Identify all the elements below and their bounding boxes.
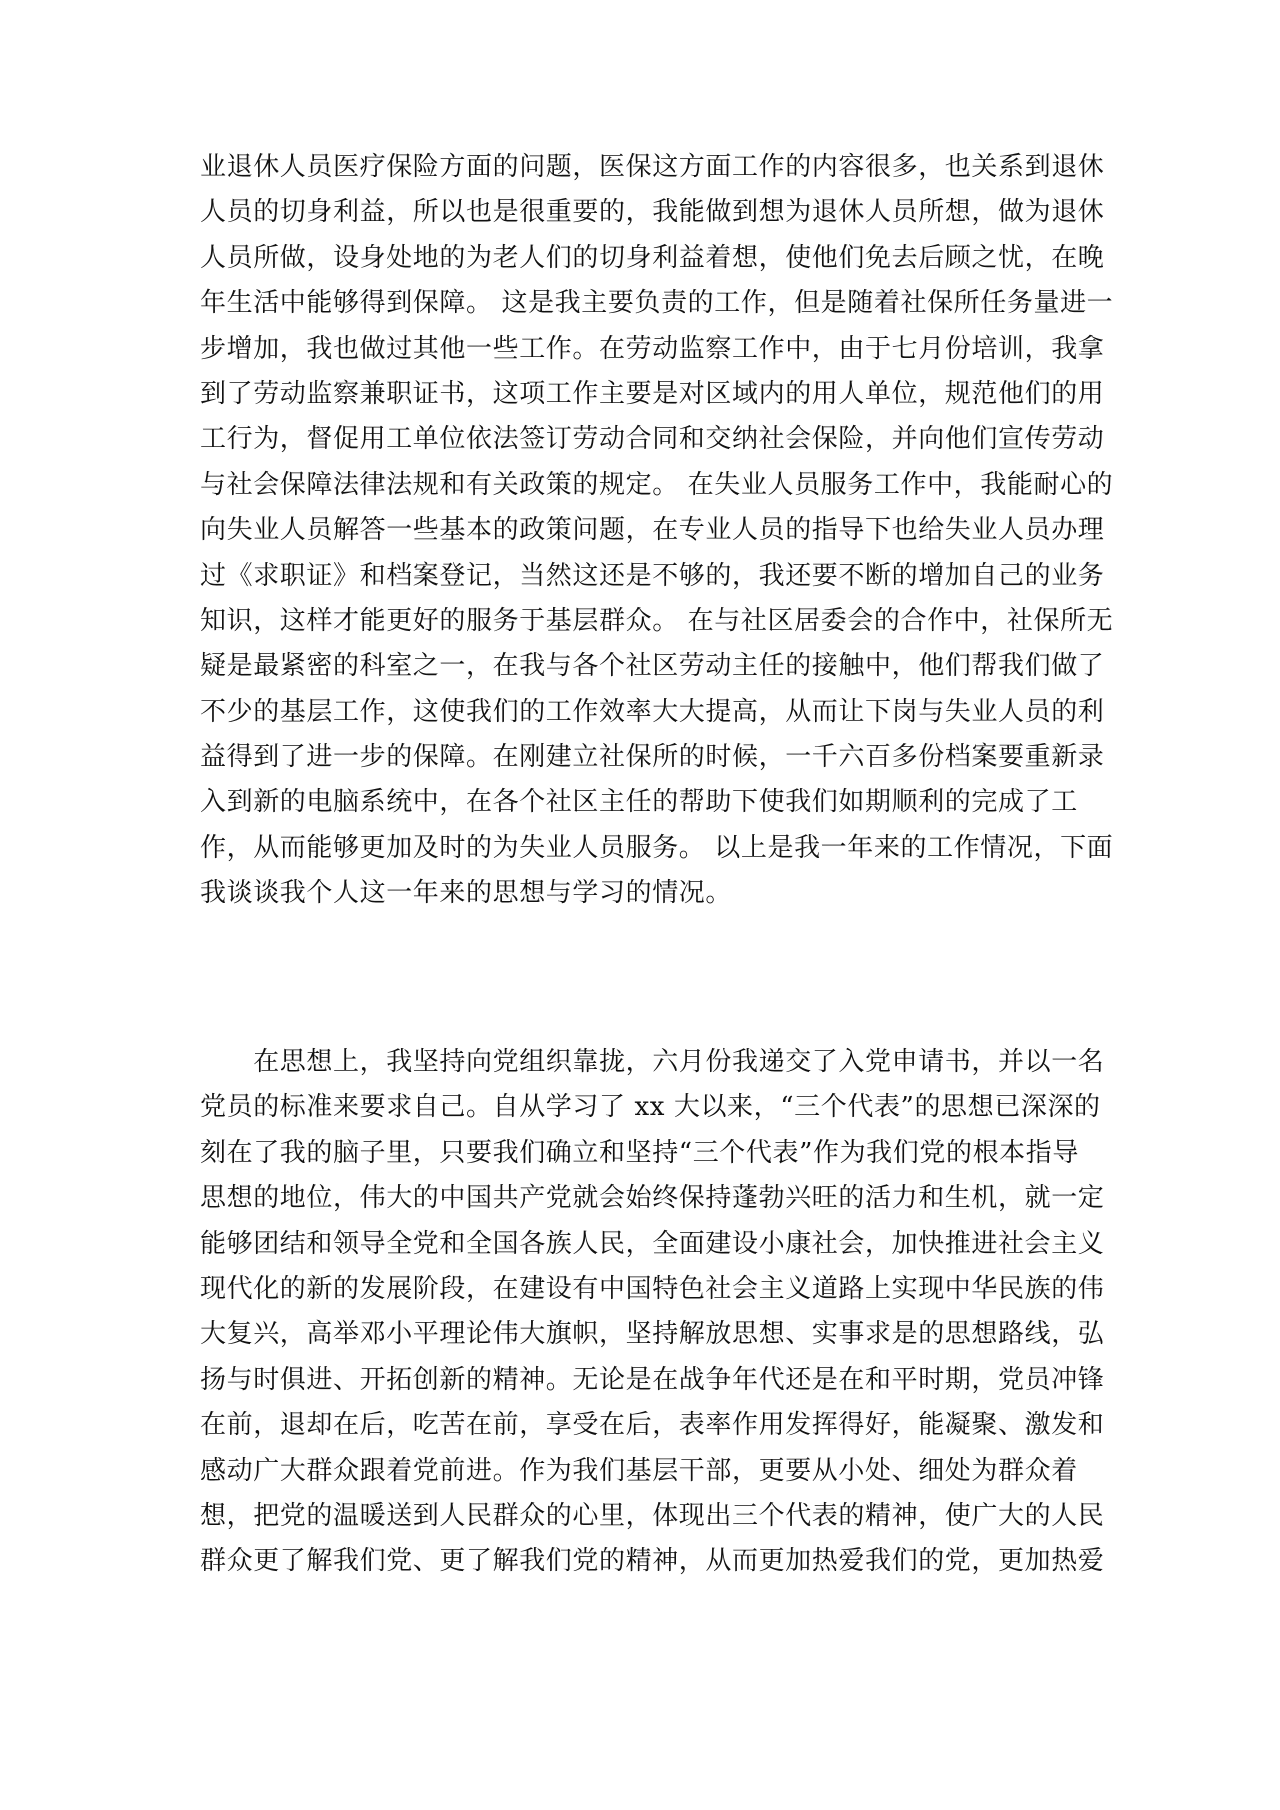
paragraph-line: 感动广大群众跟着党前进。作为我们基层干部，更要从小处、细处为群众着 <box>200 1455 1078 1486</box>
paragraph-line: 不少的基层工作，这使我们的工作效率大大提高，从而让下岗与失业人员的利 <box>200 696 1105 727</box>
paragraph-line: 人员所做，设身处地的为老人们的切身利益着想，使他们免去后顾之忧，在晚 <box>200 242 1105 273</box>
paragraph-line: 思想的地位，伟大的中国共产党就会始终保持蓬勃兴旺的活力和生机，就一定 <box>200 1183 1105 1214</box>
paragraph-line: 大复兴，高举邓小平理论伟大旗帜，坚持解放思想、实事求是的思想路线，弘 <box>200 1319 1105 1350</box>
paragraph-line: 步增加，我也做过其他一些工作。在劳动监察工作中，由于七月份培训，我拿 <box>200 333 1105 364</box>
paragraph-line: 群众更了解我们党、更了解我们党的精神，从而更加热爱我们的党，更加热爱 <box>200 1546 1105 1577</box>
paragraph-line: 想，把党的温暖送到人民群众的心里，体现出三个代表的精神，使广大的人民 <box>200 1500 1105 1531</box>
paragraph-line: 与社会保障法律法规和有关政策的规定。 在失业人员服务工作中，我能耐心的 <box>200 469 1114 500</box>
paragraph-line: 业退休人员医疗保险方面的问题，医保这方面工作的内容很多，也关系到退休 <box>200 152 1105 182</box>
paragraph-line: 刻在了我的脑子里，只要我们确立和坚持“三个代表”作为我们党的根本指导 <box>200 1137 1079 1168</box>
paragraph-line: 到了劳动监察兼职证书，这项工作主要是对区域内的用人单位，规范他们的用 <box>200 378 1105 409</box>
paragraph-line: 我谈谈我个人这一年来的思想与学习的情况。 <box>200 878 733 909</box>
paragraph-thoughts <box>200 1040 1105 1585</box>
paragraph-line: 现代化的新的发展阶段，在建设有中国特色社会主义道路上实现中华民族的伟 <box>200 1273 1105 1304</box>
paragraph-line: 益得到了进一步的保障。在刚建立社保所的时候，一千六百多份档案要重新录 <box>200 742 1105 773</box>
paragraph-line: 作，从而能够更加及时的为失业人员服务。 以上是我一年来的工作情况，下面 <box>200 832 1114 863</box>
paragraph-line: 过《求职证》和档案登记，当然这还是不够的，我还要不断的增加自己的业务 <box>200 560 1105 591</box>
paragraph-line: 党员的标准来要求自己。自从学习了 xx 大以来，“三个代表”的思想已深深的 <box>200 1092 1101 1123</box>
paragraph-line: 人员的切身利益，所以也是很重要的，我能做到想为退休人员所想，做为退休 <box>200 197 1105 228</box>
paragraph-work-summary <box>200 145 1114 917</box>
paragraph-line: 入到新的电脑系统中，在各个社区主任的帮助下使我们如期顺利的完成了工 <box>200 787 1078 818</box>
paragraph-line: 疑是最紧密的科室之一，在我与各个社区劳动主任的接触中，他们帮我们做了 <box>200 651 1105 682</box>
paragraph-line: 知识，这样才能更好的服务于基层群众。 在与社区居委会的合作中，社保所无 <box>200 605 1114 636</box>
paragraph-line: 向失业人员解答一些基本的政策问题，在专业人员的指导下也给失业人员办理 <box>200 515 1105 546</box>
paragraph-line: 扬与时俱进、开拓创新的精神。无论是在战争年代还是在和平时期，党员冲锋 <box>200 1364 1105 1395</box>
paragraph-line: 能够团结和领导全党和全国各族人民，全面建设小康社会，加快推进社会主义 <box>200 1228 1105 1259</box>
paragraph-line: 在思想上，我坚持向党组织靠拢，六月份我递交了入党申请书，并以一名 <box>200 1047 1105 1077</box>
paragraph-line: 工行为，督促用工单位依法签订劳动合同和交纳社会保险，并向他们宣传劳动 <box>200 424 1105 455</box>
paragraph-line: 在前，退却在后，吃苦在前，享受在后，表率作用发挥得好，能凝聚、激发和 <box>200 1410 1105 1441</box>
paragraph-line: 年生活中能够得到保障。 这是我主要负责的工作，但是随着社保所任务量进一 <box>200 288 1114 319</box>
